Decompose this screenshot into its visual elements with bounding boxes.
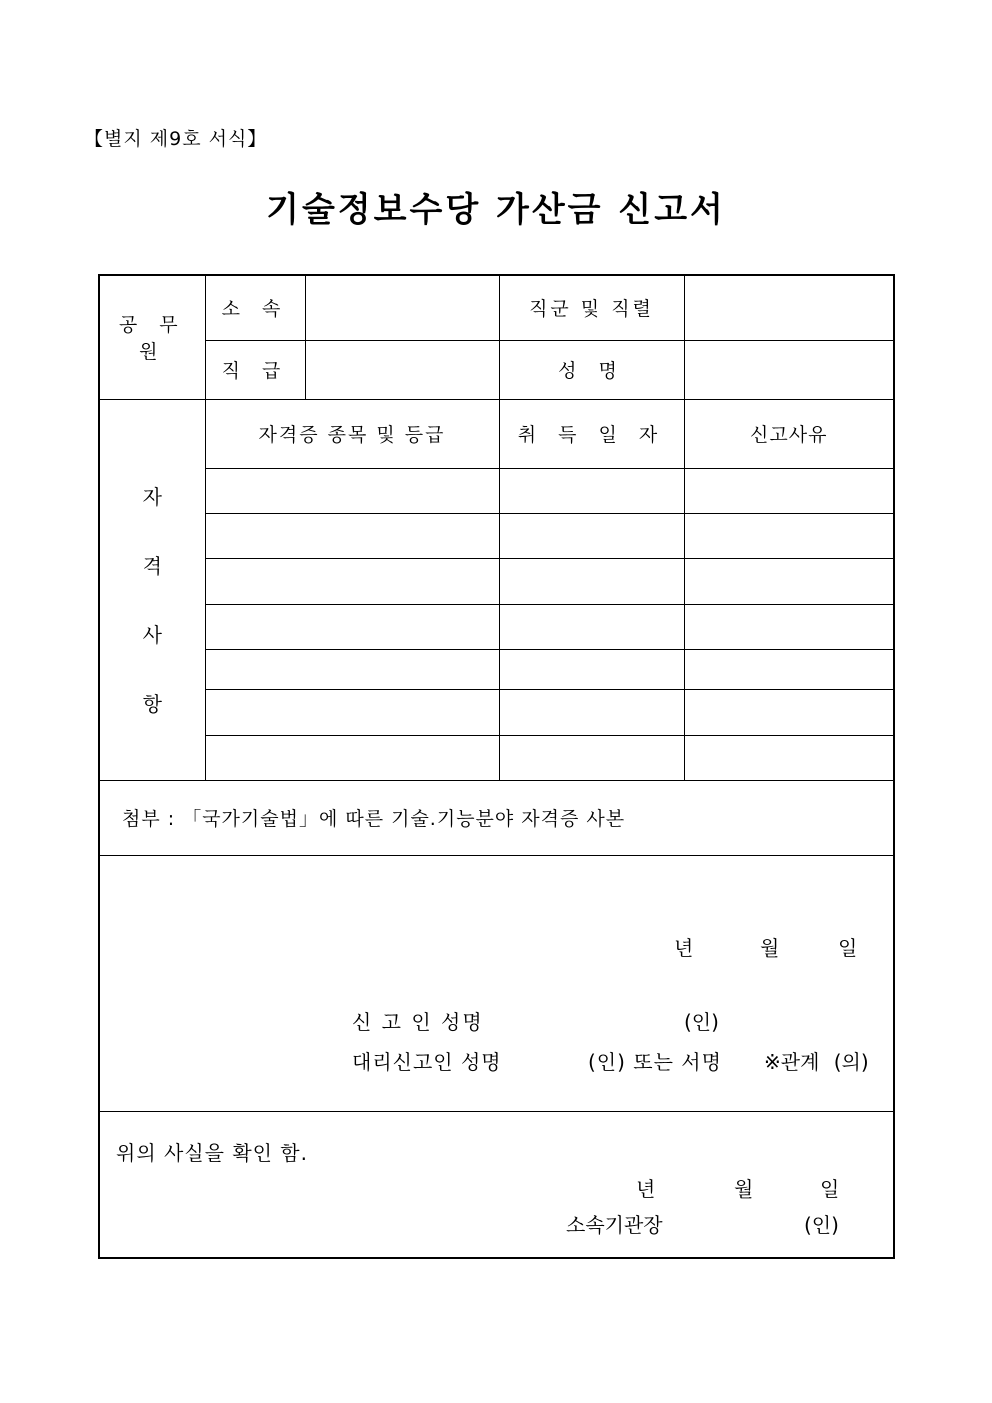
name-field[interactable] [684,340,894,399]
certificate-cell[interactable] [205,513,499,558]
proxy-name-label: 대리신고인 성명 [352,1049,502,1074]
page-title: 기술정보수당 가산금 신고서 [266,190,726,230]
reason-cell[interactable] [684,604,894,649]
acquired-date-cell[interactable] [499,468,684,513]
form-number: 【별지 제9호 서식】 [84,128,268,150]
reason-cell[interactable] [684,513,894,558]
proxy-relation: ※관계 (의) [764,1049,869,1074]
qualification-section-label [99,399,205,780]
certificate-cell[interactable] [205,649,499,689]
certificate-cell[interactable] [205,735,499,780]
qualification-char: 항 [142,691,162,716]
report-form-table [98,274,895,1259]
declaration-section [99,855,894,1111]
official-section-label: 공 무 원 [99,275,205,399]
acquired-date-header: 취 득 일 자 [499,399,684,468]
reason-cell[interactable] [684,735,894,780]
reason-cell[interactable] [684,468,894,513]
confirmation-section [99,1111,894,1258]
affiliation-field[interactable] [305,275,499,340]
rank-label: 직 급 [205,340,305,399]
acquired-date-cell[interactable] [499,558,684,604]
affiliation-label: 소 속 [205,275,305,340]
qualification-char: 사 [142,622,162,647]
certificate-cell[interactable] [205,689,499,735]
declaration-month: 월 [760,935,780,960]
acquired-date-cell[interactable] [499,513,684,558]
proxy-seal[interactable]: (인) 또는 서명 [588,1049,722,1074]
table-row [99,649,894,689]
confirmation-year: 년 [636,1176,656,1201]
certificate-cell[interactable] [205,468,499,513]
table-row [99,604,894,649]
reason-cell[interactable] [684,558,894,604]
qualification-char: 격 [142,553,162,578]
confirmation-month: 월 [734,1176,754,1201]
reporter-name-label: 신 고 인 성명 [352,1009,484,1034]
table-row [99,558,894,604]
table-row [99,689,894,735]
certificate-header: 자격증 종목 및 등급 [205,399,499,468]
reason-cell[interactable] [684,649,894,689]
attachment-note: 첨부 : 「국가기술법」에 따른 기술.기능분야 자격증 사본 [99,780,894,855]
table-row [99,735,894,780]
agency-head-seal[interactable]: (인) [804,1212,839,1237]
confirmation-day: 일 [820,1176,840,1201]
acquired-date-cell[interactable] [499,604,684,649]
acquired-date-cell[interactable] [499,649,684,689]
table-row [99,513,894,558]
confirmation-text: 위의 사실을 확인 함. [116,1140,308,1165]
reporter-seal[interactable]: (인) [684,1009,719,1034]
name-label: 성 명 [499,340,684,399]
table-row [99,468,894,513]
job-group-label: 직군 및 직렬 [499,275,684,340]
qualification-char: 자 [142,484,162,509]
certificate-cell[interactable] [205,558,499,604]
reason-cell[interactable] [684,689,894,735]
declaration-year: 년 [674,935,694,960]
rank-field[interactable] [305,340,499,399]
reason-header: 신고사유 [684,399,894,468]
declaration-day: 일 [838,935,858,960]
acquired-date-cell[interactable] [499,689,684,735]
agency-head-label: 소속기관장 [566,1212,663,1237]
certificate-cell[interactable] [205,604,499,649]
job-group-field[interactable] [684,275,894,340]
acquired-date-cell[interactable] [499,735,684,780]
